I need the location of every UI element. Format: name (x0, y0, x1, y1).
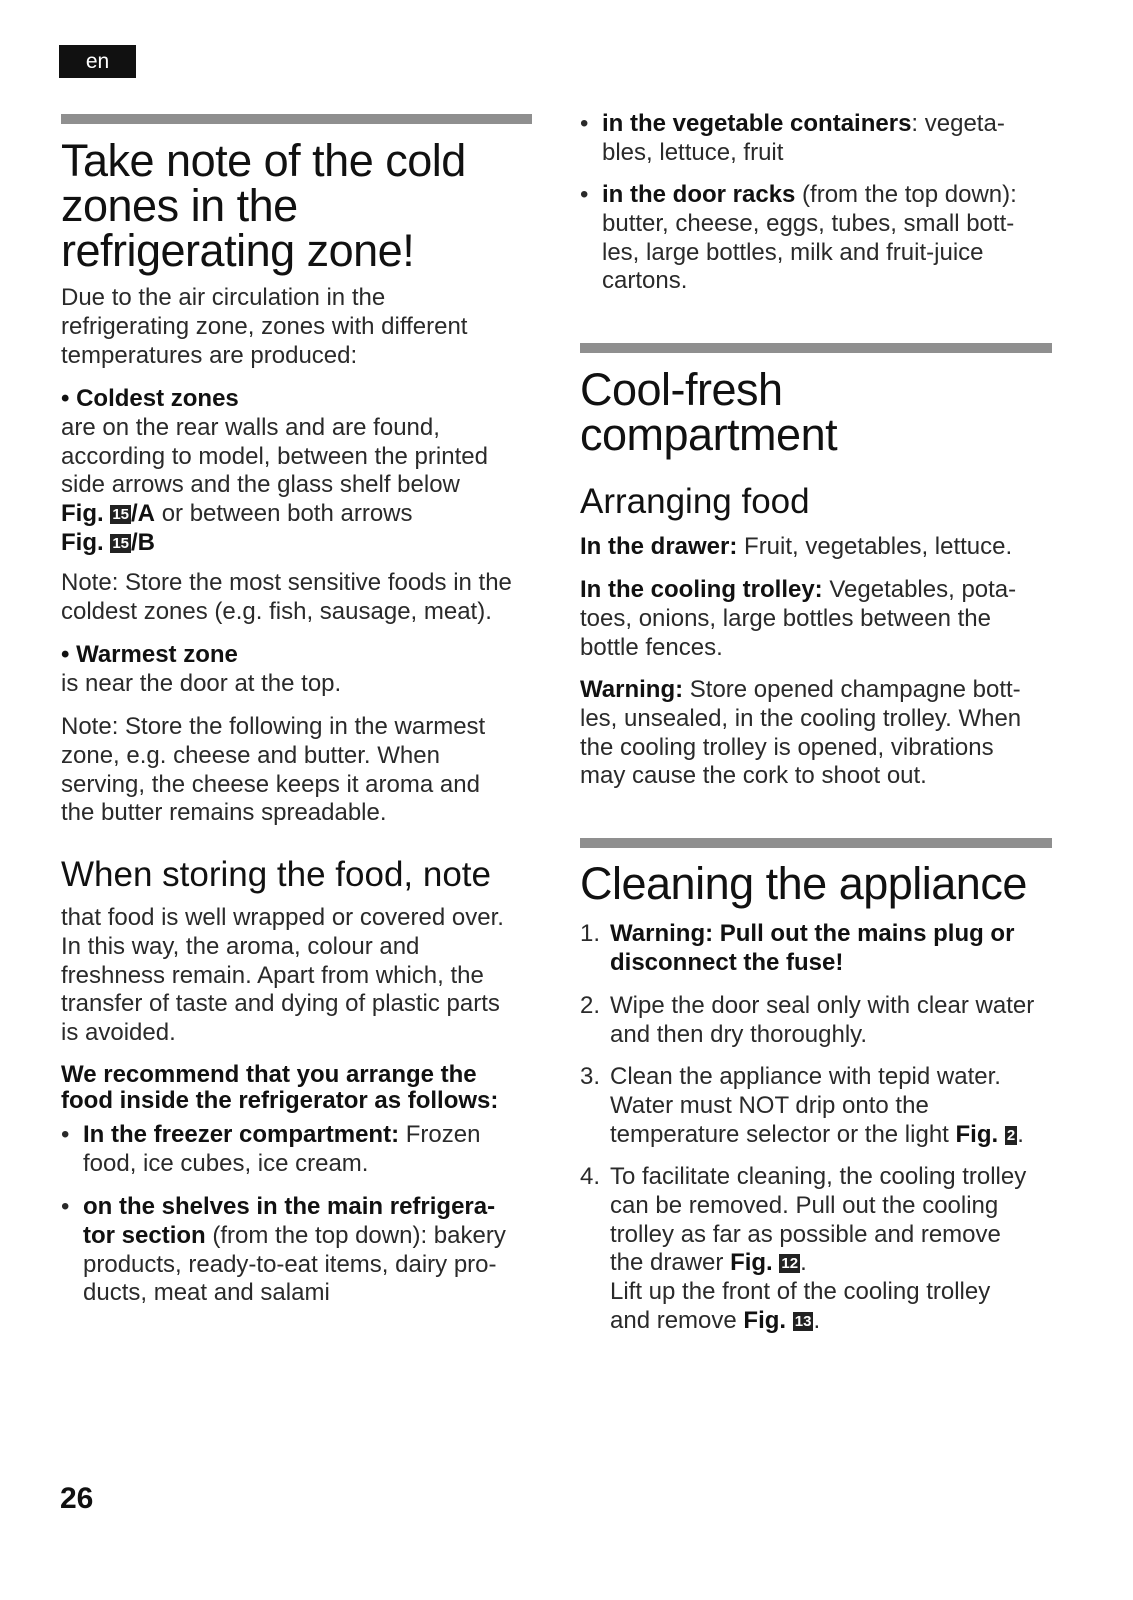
section-divider (580, 838, 1052, 848)
language-tag: en (59, 45, 136, 78)
list-item: • in the vegetable containers: vegeta- bles, lettuce, fruit (580, 110, 1005, 166)
list-item: • In the freezer compartment: Frozen food, ice cubes, ice cream. (61, 1121, 481, 1177)
cold-zones-title: Take note of the cold zones in the refrigerating zone! (61, 135, 466, 276)
storing-food-body: that food is well wrapped or covered over. In this way, the aroma, colour and freshness remain. Apart from which, the transfer of taste and dying of plastic parts is avoided. (61, 904, 504, 1047)
figure-badge: 15 (112, 506, 130, 524)
note-sensitive-foods: Note: Store the most sensitive foods in the coldest zones (e.g. fish, sausage, meat). (61, 569, 512, 625)
list-item: 3. Clean the appliance with tepid water. Water must NOT drip onto the temperature selector or the light Fig. 2. (580, 1063, 1024, 1148)
section-divider (580, 343, 1052, 353)
cool-fresh-title: Cool-fresh compartment (580, 364, 838, 460)
storing-food-title: When storing the food, note (61, 855, 491, 894)
figure-badge: 12 (781, 1255, 799, 1273)
trolley-text: In the cooling trolley: Vegetables, pota- toes, onions, large bottles between the bottle fences. (580, 576, 1017, 661)
list-item: • in the door racks (from the top down): butter, cheese, eggs, tubes, small bott- les, large bottles, milk and fruit-juice cartons. (580, 181, 1017, 295)
page-number: 26 (60, 1482, 94, 1515)
warning-text: Warning: Store opened champagne bott- les, unsealed, in the cooling trolley. When the cooling trolley is opened, vibrations may cause the cork to shoot out. (580, 676, 1022, 790)
figure-badge: 13 (794, 1312, 812, 1330)
list-item: 1. Warning: Pull out the mains plug or disconnect the fuse! (580, 920, 1015, 976)
list-item: 2. Wipe the door seal only with clear water and then dry thoroughly. (580, 992, 1035, 1048)
section-divider (61, 114, 532, 124)
coldest-zones-block: • Coldest zones are on the rear walls and are found, according to model, between the printed side arrows and the glass shelf below Fig. 15/A or between both arrows Fig. 15/B (61, 385, 488, 556)
drawer-text: In the drawer: Fruit, vegetables, lettuce. (580, 533, 1013, 560)
figure-badge: 15 (112, 534, 130, 552)
list-item: 4. To facilitate cleaning, the cooling trolley can be removed. Pull out the cooling trolley as far as possible and remove the drawer Fig. 12. Lift up the front of the cooling trolley and remove Fig. 13. (580, 1163, 1027, 1334)
arranging-food-subtitle: Arranging food (580, 482, 810, 521)
cold-zones-intro: Due to the air circulation in the refrigerating zone, zones with different temperatures are produced: (61, 284, 468, 369)
list-item: • on the shelves in the main refrigera- tor section (from the top down): bakery products, ready-to-eat items, dairy pro- ducts, meat and salami (61, 1193, 506, 1307)
figure-badge: 2 (1006, 1126, 1016, 1144)
recommend-text: We recommend that you arrange the food inside the refrigerator as follows: (61, 1061, 499, 1114)
cleaning-title: Cleaning the appliance (580, 858, 1027, 909)
warmest-zone-label: • Warmest zone (61, 641, 238, 668)
warmest-zone-block: • Warmest zone is near the door at the top. (61, 641, 342, 697)
note-warmest: Note: Store the following in the warmest zone, e.g. cheese and butter. When serving, the cheese keeps it aroma and the butter remains spreadable. (61, 713, 486, 827)
coldest-zones-label: • Coldest zones (61, 385, 239, 412)
